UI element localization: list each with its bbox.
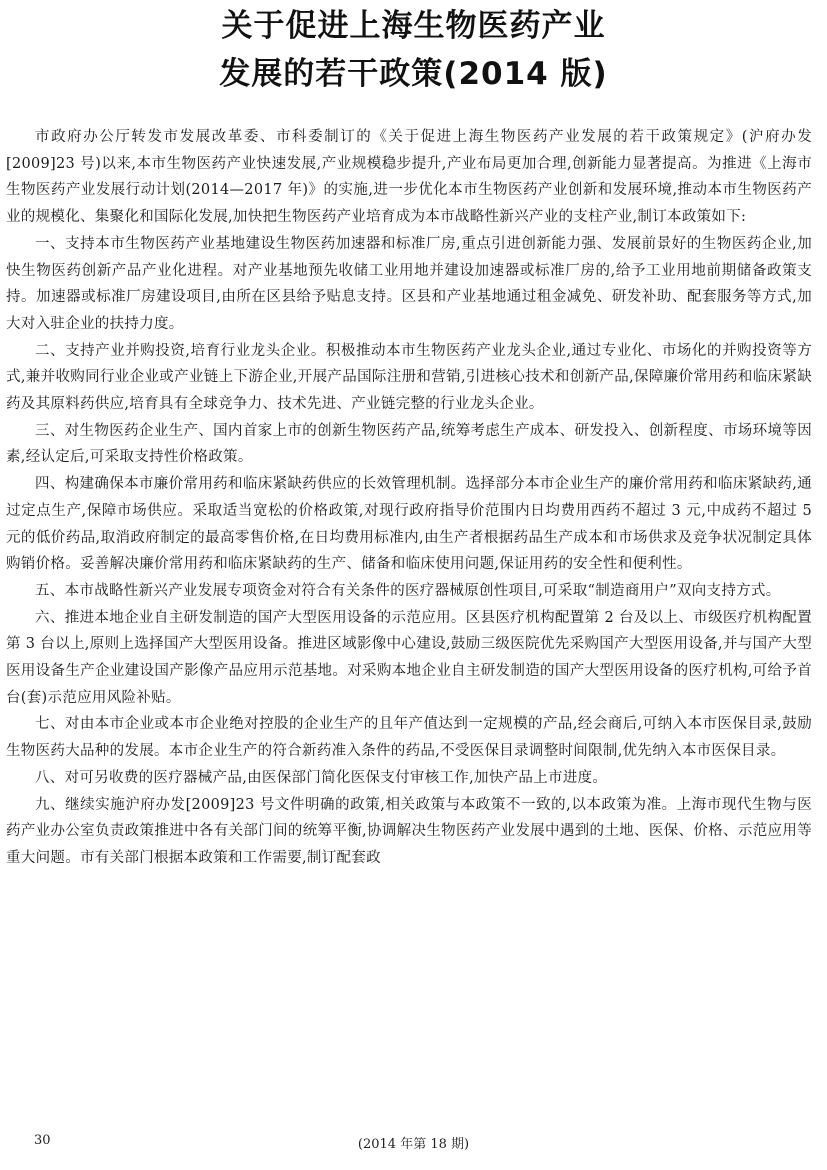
page-number: 30 xyxy=(34,1133,51,1148)
issue-label: (2014 年第 18 期) xyxy=(357,1137,470,1152)
paragraph-intro: 市政府办公厅转发市发展改革委、市科委制订的《关于促进上海生物医药产业发展的若干政策规定》(沪府办发[2009]23 号)以来,本市生物医药产业快速发展,产业规模稳步提升,产业布局更加合理,创新能力显著提高。为推进《上海市生物医药产业发展行动计划(2014—2017 年)》的实施,进一步优化本市生物医药产业创新和发展环境,推动本市生物医药产业的规模化、集聚化和国际化发展,加快把生物医药产业培育成为本市战略性新兴产业的支柱产业,制订本政策如下: xyxy=(6,129,812,226)
paragraph-item-7: 七、对由本市企业或本市企业绝对控股的企业生产的且年产值达到一定规模的产品,经会商后,可纳入本市医保目录,鼓励生物医药大品种的发展。本市企业生产的符合新药准入条件的药品,不受医保目录调整时间限制,优先纳入本市医保目录。 xyxy=(6,716,812,760)
paragraph-item-8: 八、对可另收费的医疗器械产品,由医保部门简化医保支付审核工作,加快产品上市进度。 xyxy=(35,769,608,786)
paragraph-item-5: 五、本市战略性新兴产业发展专项资金对符合有关条件的医疗器械原创性项目,可采取“制造商用户”双向支持方式。 xyxy=(35,582,781,599)
document-title-line2: 发展的若干政策(2014 版) xyxy=(219,56,608,92)
document-title-line1: 关于促进上海生物医药产业 xyxy=(221,8,606,44)
paragraph-item-9: 九、继续实施沪府办发[2009]23 号文件明确的政策,相关政策与本政策不一致的,以本政策为准。上海市现代生物与医药产业办公室负责政策推进中各有关部门间的统筹平衡,协调解决生物医药产业发展中遇到的土地、医保、价格、示范应用等重大问题。市有关部门根据本政策和工作需要,制订配套政 xyxy=(6,796,812,866)
paragraph-item-6: 六、推进本地企业自主研发制造的国产大型医用设备的示范应用。区县医疗机构配置第 2 台及以上、市级医疗机构配置第 3 台以上,原则上选择国产大型医用设备。推进区域影像中心建设,鼓励三级医院优先采购国产大型医用设备,并与国产大型医用设备生产企业建设国产影像产品应用示范基地。对采购本地企业自主研发制造的国产大型医用设备的医疗机构,可给予首台(套)示范应用风险补贴。 xyxy=(6,609,812,706)
paragraph-item-3: 三、对生物医药企业生产、国内首家上市的创新生物医药产品,统筹考虑生产成本、研发投入、创新程度、市场环境等因素,经认定后,可采取支持性价格政策。 xyxy=(6,422,812,466)
paragraph-item-2: 二、支持产业并购投资,培育行业龙头企业。积极推动本市生物医药产业龙头企业,通过专业化、市场化的并购投资等方式,兼并收购同行业企业或产业链上下游企业,开展产品国际注册和营销,引进核心技术和创新产品,保障廉价常用药和临床紧缺药及其原料药供应,培育具有全球竞争力、技术先进、产业链完整的行业龙头企业。 xyxy=(6,342,812,413)
document-body xyxy=(6,124,812,872)
paragraph-item-1: 一、支持本市生物医药产业基地建设生物医药加速器和标准厂房,重点引进创新能力强、发展前景好的生物医药企业,加快生物医药创新产品产业化进程。对产业基地预先收储工业用地并建设加速器或标准厂房的,给予工业用地前期储备政策支持。加速器或标准厂房建设项目,由所在区县给予贴息支持。区县和产业基地通过租金减免、研发补助、配套服务等方式,加大对入驻企业的扶持力度。 xyxy=(6,235,812,332)
paragraph-item-4: 四、构建确保本市廉价常用药和临床紧缺药供应的长效管理机制。选择部分本市企业生产的廉价常用药和临床紧缺药,通过定点生产,保障市场供应。采取适当宽松的价格政策,对现行政府指导价范围内日均费用西药不超过 3 元,中成药不超过 5 元的低价药品,取消政府制定的最高零售价格,在日均费用标准内,由生产者根据药品生产成本和市场供求及竞争状况制定具体购销价格。妥善解决廉价常用药和临床紧缺药的生产、储备和临床使用问题,保证用药的安全性和便利性。 xyxy=(6,476,812,573)
